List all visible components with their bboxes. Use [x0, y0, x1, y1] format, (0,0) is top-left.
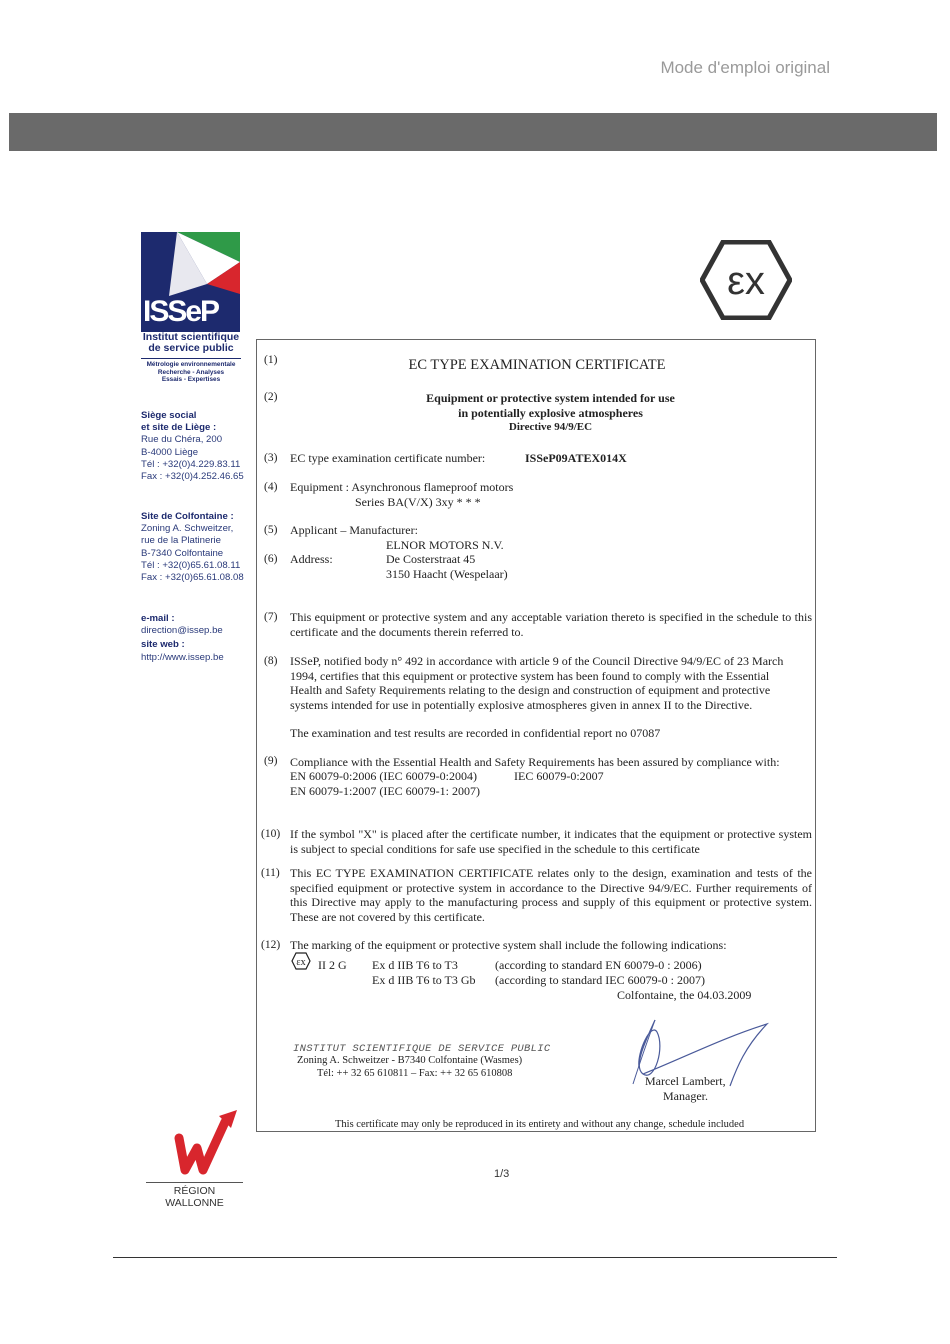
place-date: Colfontaine, the 04.03.2009 [617, 988, 752, 1002]
region-label: RÉGION WALLONNE [146, 1182, 243, 1209]
stamp-line-3: Tél: ++ 32 65 610811 – Fax: ++ 32 65 610808 [317, 1068, 513, 1079]
contact-block: e-mail : direction@issep.be site web : http://www.issep.be [141, 613, 224, 663]
paragraph-11: This EC TYPE EXAMINATION CERTIFICATE relates only to the design, examination and tests of the specified equipment or protective system in accordance to the Directive 94/9/EC. Further requirements of this Directive may apply to the manufacturing process and supply of this equipment or protective system. These are not covered by this certificate. [290, 866, 812, 924]
report-line: The examination and test results are recorded in confidential report no 07087 [290, 726, 661, 740]
page-number: 1/3 [494, 1168, 510, 1180]
signer-role: Manager. [663, 1089, 708, 1103]
cert-number-label: EC type examination certificate number: [290, 451, 486, 465]
header-bar [9, 113, 937, 151]
equipment-heading: Equipment or protective system intended for use in potentially explosive atmospheres Directive 94/9/EC [426, 391, 675, 434]
paragraph-12: The marking of the equipment or protective system shall include the following indications: [290, 938, 727, 952]
svg-text:εx: εx [296, 957, 306, 968]
stamp-line-2: Zoning A. Schweitzer - B7340 Colfontaine (Wasmes) [297, 1055, 523, 1066]
certificate-title: EC TYPE EXAMINATION CERTIFICATE [408, 357, 666, 373]
marking-group: II 2 G [318, 958, 347, 972]
applicant-name: ELNOR MOTORS N.V. [386, 538, 504, 552]
address-line1: De Costerstraat 45 [386, 552, 476, 566]
colfontaine-address: Site de Colfontaine : Zoning A. Schweitzer, rue de la Platinerie B-7340 Colfontaine Tél : +32(0)65.61.08.11 Fax : +32(0)65.61.08.08 [141, 511, 244, 584]
certificate-body: (1) EC TYPE EXAMINATION CERTIFICATE (2) Equipment or protective system intended for use in potentially explosive atmospheres Directive 94/9/EC (3) EC type examination certificate number: ISSeP09ATEX014X (4) Equipment : Asynchronous flameproof motors Series BA(V/X) 3xy * * * (5) Applicant – Manufacturer: ELNOR MOTORS N.V. (6) Address: De Costerstraat 45 3150 Haacht (Wespelaar) (7) This equipment or protective system and any acceptable variation thereto is specified in the schedule to this certificate and the documents therein referred to. (8) ISSeP, notified body n° 492 in accordance with article 9 of the Council Directive 94/9/EC of 23 March 1994, certifies that this equipment or protective system has been found to comply with the Essential Health and Safety Requirements relating to the design and construction of equipment and protective systems intended for use in potentially explosive atmospheres given in annex II to the Directive. The examination and test results are recorded in confidential report no 07087 (9) Compliance with the Essential Health and Safety Requirements has been assured by compliance with: EN 60079-0:2006 (IEC 60079-0:2004) IEC 60079-0:2007 EN 60079-1:2007 (IEC 60079-1: 2007) (10) If the symbol "X" is placed after the certificate number, it indicates that the equipment or protective system is subject to special conditions for safe use specified in the schedule to this certificate (11) This EC TYPE EXAMINATION CERTIFICATE relates only to the design, examination and tests of the specified equipment or protective system in accordance to the Directive 94/9/EC. Further requirements of this Directive may apply to the manufacturing process and supply of this equipment or protective system. These are not covered by this certificate. (12) The marking of the equipment or protective system shall include the following indications: εx II 2 G Ex d IIB T6 to T3 (according to standard EN 60079-0 : 2006) Ex d IIB T6 to T3 Gb (according to standard IEC 60079-0 : 2007) Colfontaine, the 04.03.2009 INSTITUT SCIENTIFIQUE DE SERVICE PUBLIC Zoning A. Schweitzer - B7340 Colfontaine (Wasmes) Tél: ++ 32 65 610811 – Fax: ++ 32 65 610808 Marcel Lambert, Manager. This certificate may only be reproduced in its entirety and without any change, schedule included [256, 339, 816, 1132]
cert-number: ISSeP09ATEX014X [525, 451, 627, 465]
paragraph-7: This equipment or protective system and any acceptable variation thereto is specified in the schedule to this certificate and the documents therein referred to. [290, 610, 812, 639]
paragraph-8: ISSeP, notified body n° 492 in accordance with article 9 of the Council Directive 94/9/EC of 23 March 1994, certifies that this equipment or protective system has been found to comply with the Essential Health and Safety Requirements relating to the design and construction of equipment and protective systems intended for use in potentially explosive atmospheres given in annex II to the Directive. [290, 654, 784, 712]
paragraph-10: If the symbol "X" is placed after the certificate number, it indicates that the equipment or protective system is subject to special conditions for safe use specified in the schedule to this certificate [290, 827, 812, 856]
logo-brand-text: ISSeP [143, 295, 219, 328]
address-label: Address: [290, 552, 333, 566]
certificate-footer-note: This certificate may only be reproduced in its entirety and without any change, schedule included [335, 1119, 745, 1130]
equipment-line: Equipment : Asynchronous flameproof motors [290, 480, 514, 494]
email-link[interactable]: direction@issep.be [141, 625, 223, 637]
standard-1: EN 60079-0:2006 (IEC 60079-0:2004) [290, 769, 477, 783]
stamp-line-1: INSTITUT SCIENTIFIQUE DE SERVICE PUBLIC [293, 1043, 551, 1055]
series-line: Series BA(V/X) 3xy * * * [355, 495, 481, 509]
svg-text:εx: εx [727, 259, 765, 303]
marking-2-standard: (according to standard IEC 60079-0 : 2007) [495, 973, 705, 987]
website-link[interactable]: http://www.issep.be [141, 651, 224, 663]
document-header-title: Mode d'emploi original [660, 58, 830, 77]
institute-subtitle: Métrologie environnementale Recherche - Analyses Essais - Expertises [141, 358, 241, 384]
applicant-label: Applicant – Manufacturer: [290, 523, 418, 537]
institute-name: Institut scientifique de service public [142, 331, 240, 354]
standard-2: EN 60079-1:2007 (IEC 60079-1: 2007) [290, 784, 480, 798]
marking-2: Ex d IIB T6 to T3 Gb [372, 973, 476, 987]
standard-1b: IEC 60079-0:2007 [514, 769, 604, 783]
signer-name: Marcel Lambert, [645, 1074, 726, 1088]
siege-address: Siège social et site de Liège : Rue du Chéra, 200 B-4000 Liège Tél : +32(0)4.229.83.11 Fax : +32(0)4.252.46.65 [141, 410, 244, 483]
paragraph-9: Compliance with the Essential Health and Safety Requirements has been assured by compliance with: [290, 755, 780, 769]
marking-1: Ex d IIB T6 to T3 [372, 958, 458, 972]
footer-divider [113, 1257, 837, 1258]
ex-atex-icon [700, 240, 792, 320]
address-line2: 3150 Haacht (Wespelaar) [386, 567, 508, 581]
marking-1-standard: (according to standard EN 60079-0 : 2006) [495, 958, 702, 972]
ex-marking-icon [291, 952, 311, 970]
